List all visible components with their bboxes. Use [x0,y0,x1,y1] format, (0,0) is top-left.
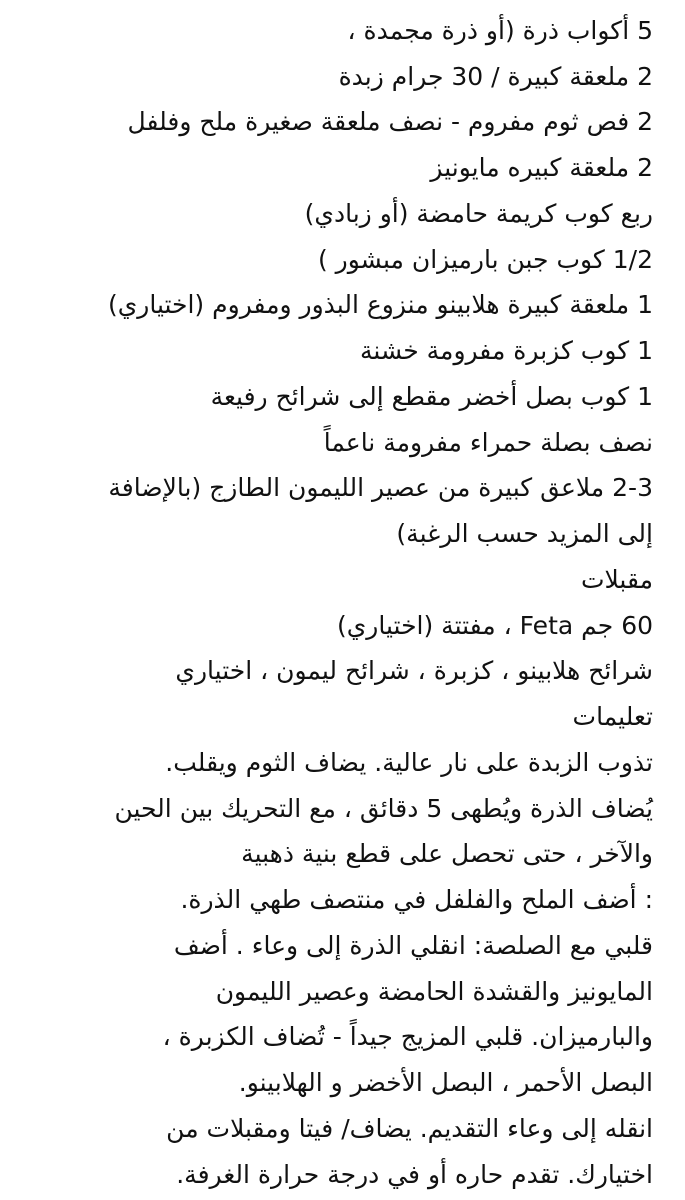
instruction-line: البصل الأحمر ، البصل الأخضر و الهلابينو. [238,1068,653,1097]
instruction-line: : أضف الملح والفلفل في منتصف طهي الذرة. [180,885,653,914]
topping-feta: 60 جم Feta ، مفتتة (اختياري) [336,611,653,640]
instruction-line: تذوب الزبدة على نار عالية. يضاف الثوم ويقلب. [165,748,653,777]
ingredient-sour-cream: ربع كوب كريمة حامضة (أو زبادي) [304,199,653,228]
topping-garnish: شرائح هلابينو ، كزبرة ، شرائح ليمون ، اختياري [175,656,653,685]
ingredient-garlic-salt: 2 فص ثوم مفروم - نصف ملعقة صغيرة ملح وفلفل [127,107,653,136]
ingredient-cilantro: 1 كوب كزبرة مفرومة خشنة [360,336,653,365]
section-heading-toppings: مقبلات [580,565,653,594]
section-heading-instructions: تعليمات [572,702,653,731]
instruction-line: قلبي مع الصلصة: انقلي الذرة إلى وعاء . أضف [173,931,653,960]
ingredient-lime-juice-cont: إلى المزيد حسب الرغبة) [396,519,653,548]
ingredient-green-onion: 1 كوب بصل أخضر مقطع إلى شرائح رفيعة [210,382,653,411]
ingredient-parmesan: 1/2 كوب جبن بارميزان مبشور ) [317,245,653,274]
ingredient-jalapeno: 1 ملعقة كبيرة هلابينو منزوع البذور ومفروم (اختياري) [107,290,653,319]
instruction-line: والآخر ، حتى تحصل على قطع بنية ذهبية [241,839,653,868]
ingredient-lime-juice: 2-3 ملاعق كبيرة من عصير الليمون الطازج (بالإضافة [108,473,653,502]
ingredient-butter: 2 ملعقة كبيرة / 30 جرام زبدة [338,62,653,91]
instruction-line: انقله إلى وعاء التقديم. يضاف/ فيتا ومقبلات من [166,1114,653,1143]
instruction-line: اختيارك. تقدم حاره أو في درجة حرارة الغرفة. [176,1160,653,1189]
instruction-line: يُضاف الذرة ويُطهى 5 دقائق ، مع التحريك بين الحين [114,794,653,823]
ingredient-mayonnaise: 2 ملعقة كبيره مايونيز [430,153,653,182]
instruction-line: المايونيز والقشدة الحامضة وعصير الليمون [215,977,653,1006]
ingredient-red-onion: نصف بصلة حمراء مفرومة ناعماً [323,428,653,457]
ingredient-corn: 5 أكواب ذرة (أو ذرة مجمدة ، [347,16,653,45]
instruction-line: والبارميزان. قلبي المزيج جيداً - تُضاف الكزبرة ، [162,1022,653,1051]
